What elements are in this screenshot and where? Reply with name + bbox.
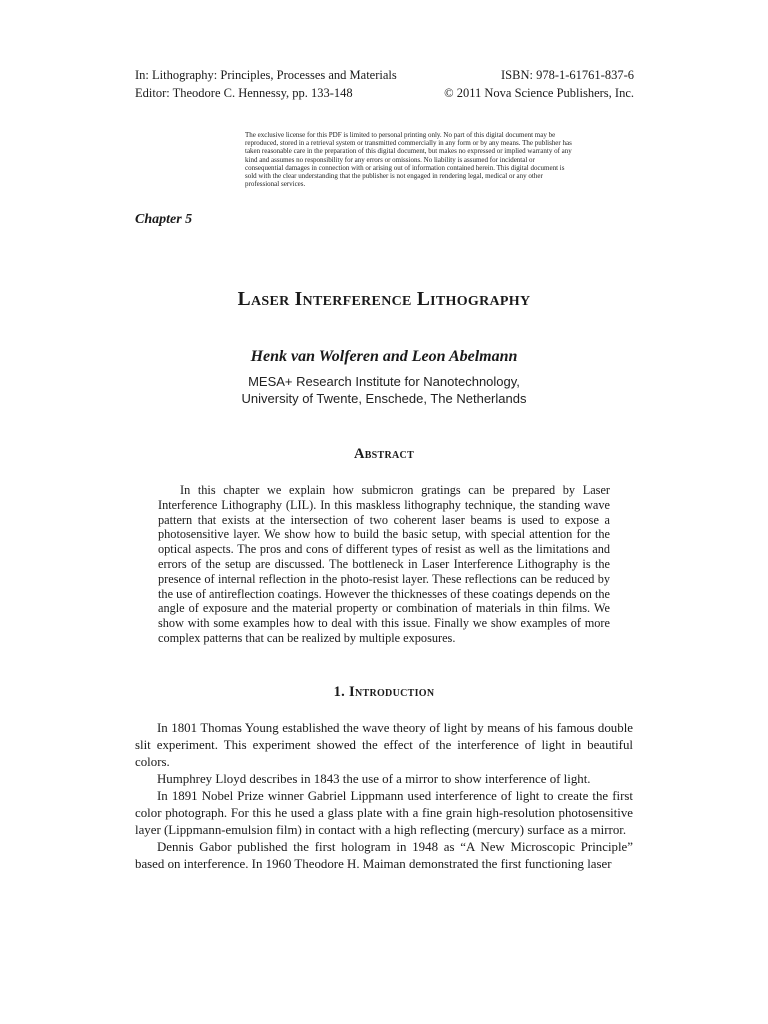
book-title: In: Lithography: Principles, Processes and Materials [135,68,397,82]
abstract-heading: Abstract [353,446,415,462]
intro-paragraph: In 1891 Nobel Prize winner Gabriel Lippmann used interference of light to create the first color photograph. For this he used a glass plate with a fine grain high-resolution photosensitive layer (Lippmann-emulsion film) in contact with a high reflecting (mercury) surface as a mirror. [135,789,633,837]
introduction-body [135,720,633,873]
header-line-1 [135,67,634,84]
editor: Editor: Theodore C. Hennessy, pp. 133-148 [135,86,353,100]
affiliation-line-2: University of Twente, Enschede, The Netherlands [241,391,527,406]
copyright: © 2011 Nova Science Publishers, Inc. [444,86,634,100]
authors: Henk van Wolferen and Leon Abelmann [250,348,518,365]
intro-paragraph: Dennis Gabor published the first hologram in 1948 as “A New Microscopic Principle” based on interference. In 1960 Theodore H. Maiman demonstrated the first functioning laser [135,840,633,871]
abstract-text: In this chapter we explain how submicron gratings can be prepared by Laser Interference Lithography (LIL). In this maskless lithography technique, the standing wave pattern that exists at the intersection of two coherent laser beams is used to expose a photosensitive layer. We show how to build the basic setup, with special attention for the optical aspects. The pros and cons of different types of resist as well as the limitations and errors of the setup are discussed. The bottleneck in Laser Interference Lithography is the presence of internal reflection in the photo-resist layer. These reflections can be reduced by the use of antireflection coatings. However the thicknesses of these coatings depends on the angle of exposure and the material property or combination of materials in thin films. We show with some examples how to deal with this issue. Finally we show examples of more complex patterns that can be realized by multiple exposures. [158,483,610,645]
intro-paragraph: Humphrey Lloyd describes in 1843 the use of a mirror to show interference of light. [157,772,591,786]
chapter-title: Laser Interference Lithography [237,289,531,310]
license-notice: The exclusive license for this PDF is limited to personal printing only. No part of this digital document may be reproduced, stored in a retrieval system or transmitted commercially in any form or by any means. The publisher has taken reasonable care in the preparation of this digital document, but makes no expressed or implied warranty of any kind and assumes no responsibility for any errors or omissions. No liability is assumed for incidental or consequential damages in connection with or arising out of information contained herein. This digital document is sold with the clear understanding that the publisher is not engaged in rendering legal, medical or any other professional services. [245,131,572,189]
intro-paragraph: In 1801 Thomas Young established the wave theory of light by means of his famous double slit experiment. This experiment showed the effect of the interference of light in beautiful colors. [135,721,633,769]
introduction-heading: 1. Introduction [333,684,435,700]
header-line-2 [135,85,634,102]
chapter-label: Chapter 5 [135,212,193,227]
isbn: ISBN: 978-1-61761-837-6 [501,68,634,82]
affiliation-line-1: MESA+ Research Institute for Nanotechnology, [248,374,520,389]
